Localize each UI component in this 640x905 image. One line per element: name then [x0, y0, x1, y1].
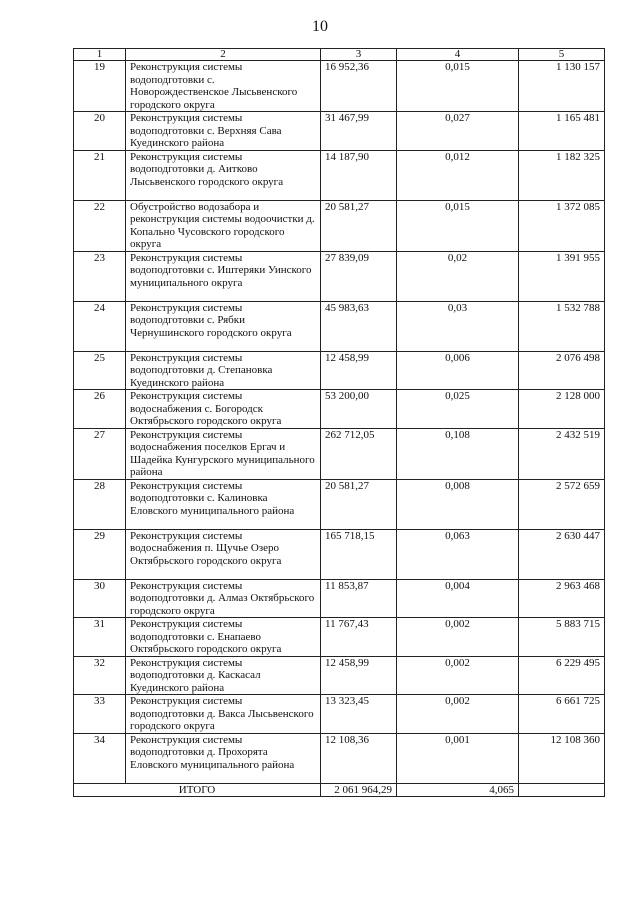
row-cost: 165 718,15: [321, 529, 397, 579]
row-cost: 45 983,63: [321, 301, 397, 351]
table-row: [74, 529, 605, 579]
row-name: Реконструкция системы водоснабжения п. Щучье Озеро Октябрьского городского округа: [126, 529, 321, 579]
table-row: [74, 301, 605, 351]
total-cost: 2 061 964,29: [321, 783, 397, 797]
row-cost: 12 108,36: [321, 733, 397, 783]
row-people: 1 182 325: [519, 150, 605, 200]
row-number: 31: [74, 618, 126, 657]
row-ratio: 0,006: [397, 351, 519, 390]
row-ratio: 0,015: [397, 61, 519, 112]
table-row: [74, 656, 605, 695]
row-people: 1 532 788: [519, 301, 605, 351]
total-ratio: 4,065: [397, 783, 519, 797]
row-ratio: 0,063: [397, 529, 519, 579]
header-row: [74, 49, 605, 61]
row-ratio: 0,012: [397, 150, 519, 200]
row-cost: 12 458,99: [321, 656, 397, 695]
table-row: [74, 479, 605, 529]
row-number: 30: [74, 579, 126, 618]
row-name: Реконструкция системы водоподготовки д. Вакса Лысьвенского городского округа: [126, 695, 321, 734]
table-row: [74, 618, 605, 657]
row-name: Реконструкция системы водоподготовки с. Енапаево Октябрьского городского округа: [126, 618, 321, 657]
row-ratio: 0,002: [397, 695, 519, 734]
row-name: Реконструкция системы водоснабжения поселков Ергач и Шадейка Кунгурского муниципального района: [126, 428, 321, 479]
row-number: 24: [74, 301, 126, 351]
table-row: [74, 733, 605, 783]
row-number: 22: [74, 200, 126, 251]
row-ratio: 0,025: [397, 390, 519, 429]
row-name: Обустройство водозабора и реконструкция системы водоочистки д. Копально Чусовского городского округа: [126, 200, 321, 251]
row-people: 2 963 468: [519, 579, 605, 618]
row-cost: 14 187,90: [321, 150, 397, 200]
row-people: 1 165 481: [519, 112, 605, 151]
row-cost: 20 581,27: [321, 479, 397, 529]
row-cost: 12 458,99: [321, 351, 397, 390]
table-row: [74, 390, 605, 429]
row-cost: 13 323,45: [321, 695, 397, 734]
row-name: Реконструкция системы водоснабжения с. Богородск Октябрьского городского округа: [126, 390, 321, 429]
total-label: ИТОГО: [74, 783, 321, 797]
row-people: 1 372 085: [519, 200, 605, 251]
row-name: Реконструкция системы водоподготовки с. Рябки Чернушинского городского округа: [126, 301, 321, 351]
row-people: 1 130 157: [519, 61, 605, 112]
row-name: Реконструкция системы водоподготовки д. Прохорята Еловского муниципального района: [126, 733, 321, 783]
table-row: [74, 251, 605, 301]
row-cost: 262 712,05: [321, 428, 397, 479]
row-ratio: 0,001: [397, 733, 519, 783]
row-name: Реконструкция системы водоподготовки с. Иштеряки Уинского муниципального округа: [126, 251, 321, 301]
row-number: 26: [74, 390, 126, 429]
row-ratio: 0,02: [397, 251, 519, 301]
table-row: [74, 428, 605, 479]
table-row: [74, 112, 605, 151]
column-header: 2: [126, 49, 321, 61]
row-cost: 27 839,09: [321, 251, 397, 301]
row-people: 2 076 498: [519, 351, 605, 390]
column-header: 3: [321, 49, 397, 61]
table-row: [74, 200, 605, 251]
row-cost: 11 767,43: [321, 618, 397, 657]
row-number: 32: [74, 656, 126, 695]
column-header: 4: [397, 49, 519, 61]
row-people: 2 128 000: [519, 390, 605, 429]
row-number: 27: [74, 428, 126, 479]
table-row: [74, 695, 605, 734]
page-number: 10: [312, 18, 328, 35]
row-name: Реконструкция системы водоподготовки д. Алмаз Октябрьского городского округа: [126, 579, 321, 618]
row-cost: 16 952,36: [321, 61, 397, 112]
total-row: [74, 783, 605, 797]
row-number: 21: [74, 150, 126, 200]
row-people: 6 229 495: [519, 656, 605, 695]
row-ratio: 0,002: [397, 618, 519, 657]
row-number: 25: [74, 351, 126, 390]
row-ratio: 0,008: [397, 479, 519, 529]
row-name: Реконструкция системы водоподготовки д. Аитково Лысьвенского городского округа: [126, 150, 321, 200]
row-number: 19: [74, 61, 126, 112]
row-cost: 53 200,00: [321, 390, 397, 429]
row-ratio: 0,027: [397, 112, 519, 151]
column-header: 1: [74, 49, 126, 61]
row-number: 33: [74, 695, 126, 734]
row-cost: 31 467,99: [321, 112, 397, 151]
table-row: [74, 351, 605, 390]
row-name: Реконструкция системы водоподготовки с. Новорождественское Лысьвенского городского округа: [126, 61, 321, 112]
row-ratio: 0,002: [397, 656, 519, 695]
row-name: Реконструкция системы водоподготовки д. Каскасал Куединского района: [126, 656, 321, 695]
table-row: [74, 150, 605, 200]
row-ratio: 0,015: [397, 200, 519, 251]
row-number: 34: [74, 733, 126, 783]
row-people: 2 572 659: [519, 479, 605, 529]
row-ratio: 0,004: [397, 579, 519, 618]
total-people: [519, 783, 605, 797]
row-people: 2 432 519: [519, 428, 605, 479]
row-number: 20: [74, 112, 126, 151]
row-people: 1 391 955: [519, 251, 605, 301]
row-cost: 20 581,27: [321, 200, 397, 251]
table-row: [74, 61, 605, 112]
row-name: Реконструкция системы водоподготовки д. Степановка Куединского района: [126, 351, 321, 390]
row-ratio: 0,03: [397, 301, 519, 351]
row-name: Реконструкция системы водоподготовки с. Верхняя Сава Куединского района: [126, 112, 321, 151]
row-number: 29: [74, 529, 126, 579]
row-ratio: 0,108: [397, 428, 519, 479]
row-people: 2 630 447: [519, 529, 605, 579]
row-name: Реконструкция системы водоподготовки с. Калиновка Еловского муниципального района: [126, 479, 321, 529]
row-people: 12 108 360: [519, 733, 605, 783]
row-number: 23: [74, 251, 126, 301]
column-header: 5: [519, 49, 605, 61]
row-number: 28: [74, 479, 126, 529]
table-row: [74, 579, 605, 618]
row-people: 6 661 725: [519, 695, 605, 734]
data-table: [73, 48, 605, 797]
row-people: 5 883 715: [519, 618, 605, 657]
row-cost: 11 853,87: [321, 579, 397, 618]
